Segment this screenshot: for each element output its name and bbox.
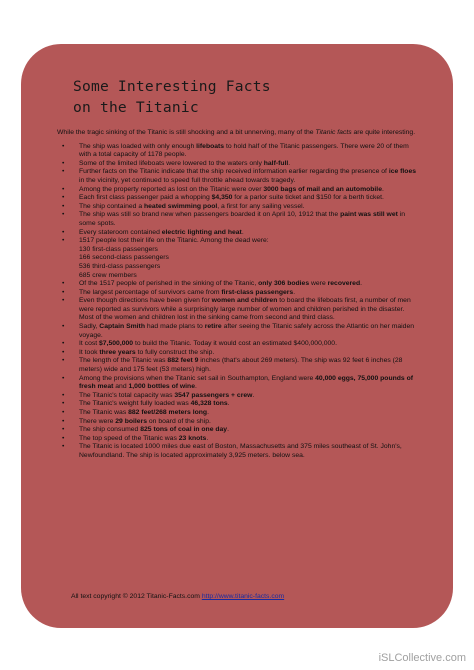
intro-paragraph [55, 129, 417, 138]
fact-text: had made plans to [144, 323, 205, 331]
fact-text: The ship consumed [79, 426, 141, 434]
fact-highlight: women and children [211, 297, 278, 305]
fact-item [55, 323, 417, 340]
bullet-icon: • [62, 228, 65, 236]
fact-highlight: 29 boilers [115, 417, 147, 425]
fact-text: The largest percentage of survivors came from [79, 288, 222, 296]
fact-highlight: 46,328 tons [190, 400, 228, 408]
fact-text: in the vicinity, yet continued to speed full throttle ahead towards tragedy. [79, 176, 296, 184]
dead-breakdown-item: 685 crew members [79, 271, 137, 279]
fact-highlight: heated swimming pool [144, 202, 218, 210]
fact-item [55, 409, 417, 418]
bullet-icon: • [62, 348, 65, 356]
fact-item [55, 400, 417, 409]
fact-text: Among the provisions when the Titanic set sail in Southampton, England were [79, 374, 316, 382]
fact-item [55, 426, 417, 435]
fact-highlight: three years [99, 348, 136, 356]
fact-item [55, 203, 417, 212]
fact-highlight: 882 feet 9 [167, 357, 199, 365]
fact-highlight: electric lighting and heat [161, 228, 242, 236]
bullet-icon: • [62, 211, 65, 219]
fact-text: and [113, 383, 129, 391]
bullet-icon: • [62, 194, 65, 202]
footer-copyright: All text copyright © 2012 Titanic-Facts.com [71, 593, 202, 600]
content-card [21, 44, 453, 628]
fact-highlight: Captain Smith [99, 323, 145, 331]
fact-highlight: 40,000 eggs, 75,000 pounds of fresh meat [79, 374, 413, 391]
fact-item [55, 297, 417, 323]
bullet-icon: • [62, 340, 65, 348]
bullet-icon: • [62, 168, 65, 176]
intro-emphasis: Titanic facts [315, 129, 352, 136]
fact-item [55, 349, 417, 358]
fact-item [55, 194, 417, 203]
bullet-icon: • [62, 159, 65, 167]
bullet-icon: • [62, 391, 65, 399]
fact-text: . [252, 391, 255, 399]
bullet-icon: • [62, 357, 65, 365]
fact-text: It cost [79, 340, 100, 348]
bullet-icon: • [62, 280, 65, 288]
fact-text: for a parlor suite ticket and $150 for a berth ticket. [232, 194, 384, 202]
fact-item [55, 289, 417, 298]
bullet-icon: • [62, 323, 65, 331]
fact-text: were [309, 280, 328, 288]
bullet-icon: • [62, 400, 65, 408]
fact-text: The Titanic is located 1000 miles due east of Boston, Massachusetts and 375 miles southeast of St. John's, Newfoundland. The ship is located approximately 3,925 meters. below sea. [79, 443, 402, 459]
fact-text: The Titanic's total capacity was [79, 391, 175, 399]
title-line-1: Some Interesting Facts [73, 78, 271, 95]
fact-text: in some spots. [79, 211, 406, 227]
fact-highlight: 3000 bags of mail and an automobile [263, 185, 382, 193]
fact-item [55, 435, 417, 444]
fact-text: . [360, 280, 363, 288]
bullet-icon: • [62, 142, 65, 150]
fact-item [55, 229, 417, 238]
fact-highlight: recovered [327, 280, 361, 288]
fact-highlight: $4,350 [211, 194, 233, 202]
fact-highlight: ice floes [388, 168, 417, 176]
fact-text: . [227, 400, 230, 408]
bullet-icon: • [62, 409, 65, 416]
fact-item [55, 392, 417, 401]
title-line-2: on the Titanic [73, 99, 199, 116]
fact-highlight: lifeboats [196, 142, 225, 150]
fact-text: Even though directions have been given for [79, 297, 212, 305]
fact-text: inches (that's about 269 meters). The ship was 92 feet 6 inches (28 meters) wide and 175 feet (53 meters) high. [79, 357, 403, 374]
fact-text: Of the 1517 people of perished in the sinking of the Titanic, [79, 280, 259, 288]
fact-highlight: half-full [263, 159, 289, 167]
fact-highlight: 23 knots [178, 434, 207, 442]
fact-highlight: 825 tons of coal in one day [140, 426, 228, 434]
fact-text: . [241, 228, 244, 236]
fact-text: . [207, 409, 209, 416]
fact-item [55, 160, 417, 169]
fact-text: The Titanic was [79, 409, 129, 416]
bullet-icon: • [62, 434, 65, 442]
facts-list [55, 143, 417, 461]
fact-text: Further facts on the Titanic indicate that the ship received information earlier regarding the presence of [79, 168, 389, 176]
fact-text: to hold half of the Titanic passengers. There were 20 of them with a total capacity of 1178 people. [79, 142, 409, 159]
fact-text: Sadly, [79, 323, 100, 331]
fact-text: . [288, 159, 291, 167]
fact-highlight: paint was still wet [340, 211, 398, 219]
fact-item [55, 237, 417, 280]
fact-highlight: retire [204, 323, 222, 331]
fact-highlight: only 306 bodies [258, 280, 310, 288]
fact-text: . [195, 383, 197, 391]
page-title [73, 76, 417, 118]
fact-text: The length of the Titanic was [79, 357, 168, 365]
fact-text: to board the lifeboats first, a number of men were reported as survivors while a surprisingly large number of women and children perished in the disaster. Most of the women and children lost in the sinking came from second and third class. [79, 297, 411, 322]
fact-text: . [206, 434, 209, 442]
fact-text: The top speed of the Titanic was [79, 434, 179, 442]
fact-text: Among the property reported as lost on the Titanic were over [79, 185, 264, 193]
fact-text: . [227, 426, 229, 434]
fact-text: The ship contained a [79, 202, 144, 210]
intro-text-end: are quite interesting. [351, 129, 416, 136]
fact-text: The ship was still so brand new when passengers boarded it on April 10, 1912 that the [79, 211, 341, 219]
bullet-icon: • [62, 417, 65, 425]
dead-breakdown-item: 536 third-class passengers [79, 262, 161, 270]
fact-text: There were [79, 417, 116, 425]
bullet-icon: • [62, 288, 65, 296]
footer [71, 593, 284, 602]
fact-highlight: $7,500,000 [99, 340, 134, 348]
fact-text: It took [79, 348, 100, 356]
bullet-icon: • [62, 237, 65, 245]
fact-text: 1517 people lost their life on the Titanic. Among the dead were: [79, 237, 269, 245]
fact-text: on board of the ship. [147, 417, 211, 425]
fact-text: , a first for any sailing vessel. [217, 202, 305, 210]
dead-breakdown-item: 130 first-class passengers [79, 245, 158, 253]
fact-text: to build the Titanic. Today it would cost an estimated $400,000,000. [133, 340, 337, 348]
fact-item [55, 168, 417, 185]
fact-text: Some of the limited lifeboats were lowered to the waters only [79, 159, 264, 167]
dead-breakdown-item: 166 second-class passengers [79, 254, 169, 262]
fact-highlight: first-class passengers [221, 288, 294, 296]
footer-link[interactable]: http://www.titanic-facts.com [201, 593, 285, 600]
bullet-icon: • [62, 443, 65, 451]
fact-text: after seeing the Titanic safely across the Atlantic on her maiden voyage. [79, 323, 415, 339]
fact-item [55, 143, 417, 160]
bullet-icon: • [62, 185, 65, 193]
fact-text: . [381, 185, 384, 193]
fact-item [55, 186, 417, 195]
fact-text: to fully construct the ship. [135, 348, 215, 356]
fact-item [55, 340, 417, 349]
fact-item [55, 375, 417, 392]
bullet-icon: • [62, 297, 65, 305]
fact-highlight: 3547 passengers + crew [174, 391, 253, 399]
brand-watermark: iSLCollective.com [378, 652, 466, 664]
fact-item [55, 357, 417, 374]
fact-item [55, 280, 417, 289]
fact-item [55, 418, 417, 427]
intro-text: While the tragic sinking of the Titanic is still shocking and a bit unnerving, many of the [57, 129, 316, 136]
fact-text: Each first class passenger paid a whopping [79, 194, 212, 202]
fact-item [55, 443, 417, 460]
bullet-icon: • [62, 202, 65, 210]
fact-text: The ship was loaded with only enough [79, 142, 197, 150]
fact-text: Every stateroom contained [79, 228, 162, 236]
fact-highlight: 882 feet/268 meters long [128, 409, 208, 416]
fact-text: The Titanic's weight fully loaded was [79, 400, 191, 408]
fact-text: . [293, 288, 296, 296]
bullet-icon: • [62, 426, 65, 434]
fact-highlight: 1,000 bottles of wine [128, 383, 195, 391]
bullet-icon: • [62, 374, 65, 382]
fact-item [55, 211, 417, 228]
